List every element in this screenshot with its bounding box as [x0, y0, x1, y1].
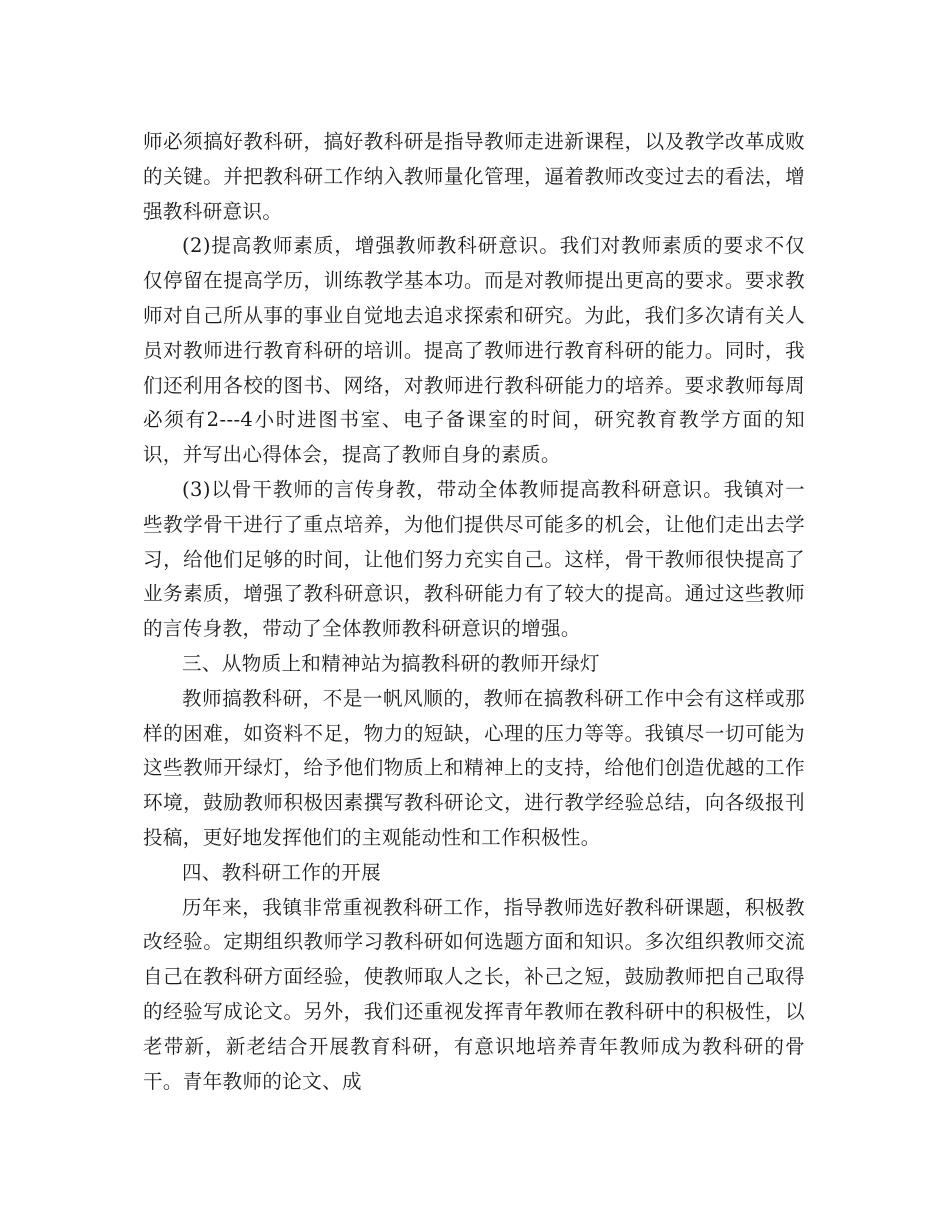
paragraph-section-3: 教师搞教科研，不是一帆风顺的，教师在搞教科研工作中会有这样或那样的困难，如资料不足，物力的短缺，心理的压力等等。我镇尽一切可能为这些教师开绿灯，给予他们物质上和精神上的支持，给他们创造优越的工作环境，鼓励教师积极因素撰写教科研论文，进行教学经验总结，向各级报刊投稿，更好地发挥他们的主观能动性和工作积极性。 [143, 686, 805, 849]
section-heading-4: 四、教科研工作的开展 [182, 860, 382, 884]
paragraph-continuation: 师必须搞好教科研，搞好教科研是指导教师走进新课程，以及教学改革成败的关键。并把教科研工作纳入教师量化管理，逼着教师改变过去的看法，增强教科研意识。 [143, 130, 805, 223]
document-body [143, 125, 805, 1099]
paragraph-section-4: 历年来，我镇非常重视教科研工作，指导教师选好教科研课题，积极教改经验。定期组织教师学习教科研如何选题方面和知识。多次组织教师交流自己在教科研方面经验，使教师取人之长，补己之短，鼓励教师把自己取得的经验写成论文。另外，我们还重视发挥青年教师在教科研中的积极性，以老带新，新老结合开展教育科研，有意识地培养青年教师成为教科研的骨干。青年教师的论文、成 [143, 895, 805, 1093]
paragraph-point-2: (2)提高教师素质，增强教师教科研意识。我们对教师素质的要求不仅仅停留在提高学历，训练教学基本功。而是对教师提出更高的要求。要求教师对自己所从事的事业自觉地去追求探索和研究。为此，我们多次请有关人员对教师进行教育科研的培训。提高了教师进行教育科研的能力。同时，我们还利用各校的图书、网络，对教师进行教科研能力的培养。要求教师每周必须有2---4小时进图书室、电子备课室的时间，研究教育教学方面的知识，并写出心得体会，提高了教师自身的素质。 [143, 234, 805, 467]
paragraph-point-3: (3)以骨干教师的言传身教，带动全体教师提高教科研意识。我镇对一些教学骨干进行了重点培养，为他们提供尽可能多的机会，让他们走出去学习，给他们足够的时间，让他们努力充实自己。这样，骨干教师很快提高了业务素质，增强了教科研意识，教科研能力有了较大的提高。通过这些教师的言传身教，带动了全体教师教科研意识的增强。 [143, 477, 805, 641]
section-heading-3: 三、从物质上和精神站为搞教科研的教师开绿灯 [182, 651, 600, 675]
